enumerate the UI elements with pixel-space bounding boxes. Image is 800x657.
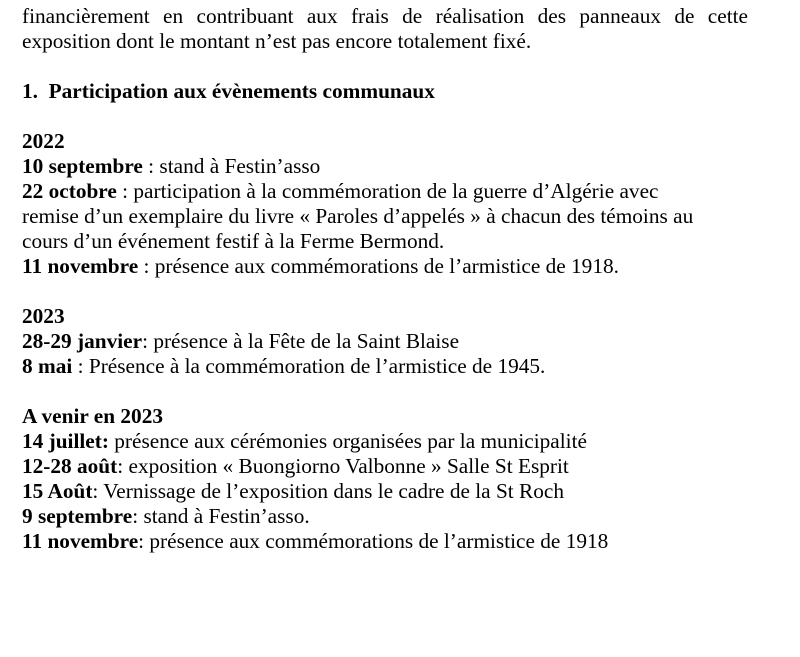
spacer — [22, 104, 748, 129]
upcoming-heading: A venir en 2023 — [22, 404, 163, 428]
event-date: 14 juillet: — [22, 429, 109, 453]
event-2022-3 — [22, 254, 748, 279]
event-date: 11 novembre — [22, 254, 139, 278]
event-text: : stand à Festin’asso — [142, 154, 321, 178]
upcoming-event-1 — [22, 429, 748, 454]
event-text: : participation à la commémoration de la guerre d’Algérie avec — [116, 179, 659, 203]
event-text: : présence aux commémorations de l’armistice de 1918 — [138, 529, 609, 553]
event-date: 22 octobre — [22, 179, 117, 203]
event-date: 9 septembre — [22, 504, 133, 528]
event-2023-2 — [22, 354, 748, 379]
upcoming-event-5 — [22, 529, 748, 554]
event-date: 28-29 janvier — [22, 329, 143, 353]
upcoming-event-2 — [22, 454, 748, 479]
year-heading-2023: 2023 — [22, 304, 65, 328]
section-number: 1. — [22, 79, 38, 103]
document-page — [22, 4, 748, 554]
event-text: : Présence à la commémoration de l’armistice de 1945. — [72, 354, 546, 378]
event-text: : Vernissage de l’exposition dans le cadre de la St Roch — [92, 479, 564, 503]
section-title: Participation aux évènements communaux — [48, 79, 435, 103]
spacer — [22, 379, 748, 404]
intro-line-1: financièrement en contribuant aux frais de réalisation des panneaux de cette — [22, 4, 748, 28]
event-2022-2 — [22, 179, 748, 204]
spacer — [22, 279, 748, 304]
event-date: 11 novembre — [22, 529, 139, 553]
event-text: présence aux cérémonies organisées par la municipalité — [108, 429, 587, 453]
year-heading-2022: 2022 — [22, 129, 65, 153]
spacer — [22, 54, 748, 79]
event-2022-2-line-3: cours d’un événement festif à la Ferme Bermond. — [22, 229, 445, 253]
event-2022-2-line-2: remise d’un exemplaire du livre « Paroles d’appelés » à chacun des témoins au — [22, 204, 694, 228]
event-text: : exposition « Buongiorno Valbonne » Salle St Esprit — [117, 454, 569, 478]
event-text: : présence aux commémorations de l’armistice de 1918. — [138, 254, 619, 278]
event-text: : présence à la Fête de la Saint Blaise — [142, 329, 460, 353]
event-date: 12-28 août — [22, 454, 118, 478]
upcoming-event-4 — [22, 504, 748, 529]
upcoming-event-3 — [22, 479, 748, 504]
event-text: : stand à Festin’asso. — [132, 504, 310, 528]
section-heading — [22, 79, 748, 104]
event-date: 15 Août — [22, 479, 93, 503]
intro-line-2: exposition dont le montant n’est pas encore totalement fixé. — [22, 29, 532, 53]
event-date: 8 mai — [22, 354, 73, 378]
event-2023-1 — [22, 329, 748, 354]
event-date: 10 septembre — [22, 154, 143, 178]
event-2022-1 — [22, 154, 748, 179]
